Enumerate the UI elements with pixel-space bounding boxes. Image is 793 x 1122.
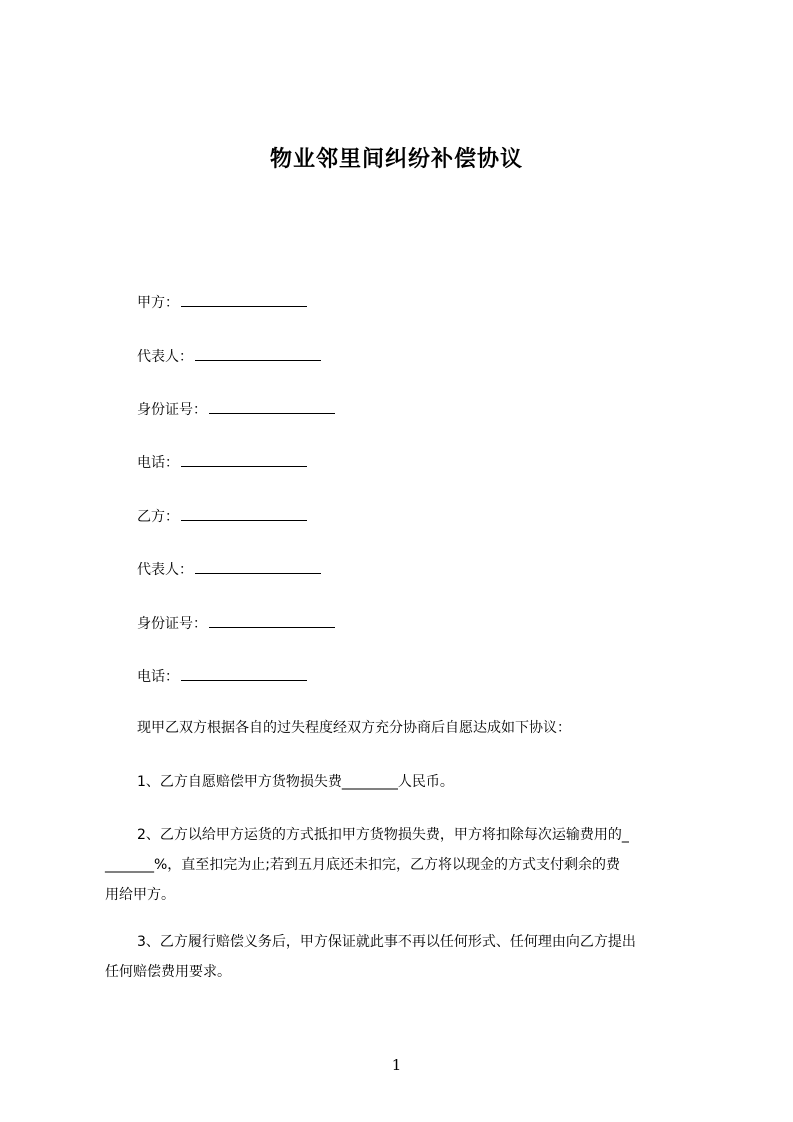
party-b-id-label: 身份证号： bbox=[137, 616, 207, 632]
party-b-id-field bbox=[137, 613, 335, 634]
party-a-rep-field bbox=[137, 346, 321, 367]
party-b-rep-field bbox=[137, 559, 321, 580]
party-b-phone-blank bbox=[181, 666, 307, 681]
party-b-name-label: 乙方： bbox=[137, 509, 179, 525]
party-b-id-blank bbox=[209, 613, 335, 628]
party-b-phone-label: 电话： bbox=[137, 669, 179, 685]
party-b-rep-label: 代表人： bbox=[137, 562, 193, 578]
clause-2-line-3: 用给甲方。 bbox=[105, 887, 175, 903]
party-a-phone-field bbox=[137, 452, 307, 473]
intro-paragraph: 现甲乙双方根据各自的过失程度经双方充分协商后自愿达成如下协议： bbox=[137, 720, 571, 736]
document-title: 物业邻里间纠纷补偿协议 bbox=[269, 147, 523, 172]
party-b-rep-blank bbox=[195, 559, 321, 574]
party-a-phone-blank bbox=[181, 452, 307, 467]
party-a-rep-label: 代表人： bbox=[137, 349, 193, 365]
clause-3-line-2: 任何赔偿费用要求。 bbox=[105, 964, 231, 980]
party-a-name-label: 甲方： bbox=[137, 295, 179, 311]
party-b-name-blank bbox=[181, 506, 307, 521]
party-a-rep-blank bbox=[195, 346, 321, 361]
party-a-name-blank bbox=[181, 292, 307, 307]
party-a-id-field bbox=[137, 399, 335, 420]
party-a-id-label: 身份证号： bbox=[137, 402, 207, 418]
clause-2-line-1: 2、乙方以给甲方运货的方式抵扣甲方货物损失费，甲方将扣除每次运输费用的_ bbox=[137, 827, 629, 843]
clause-2-line-2: _______%，直至扣完为止;若到五月底还未扣完，乙方将以现金的方式支付剩余的费 bbox=[105, 857, 621, 873]
clause-3-line-1: 3、乙方履行赔偿义务后，甲方保证就此事不再以任何形式、任何理由向乙方提出 bbox=[137, 934, 636, 950]
party-a-id-blank bbox=[209, 399, 335, 414]
party-a-phone-label: 电话： bbox=[137, 455, 179, 471]
party-a-name-field bbox=[137, 292, 307, 313]
party-b-name-field bbox=[137, 506, 307, 527]
party-b-phone-field bbox=[137, 666, 307, 687]
clause-1: 1、乙方自愿赔偿甲方货物损失费________人民币。 bbox=[137, 774, 454, 790]
page-number: 1 bbox=[391, 1056, 402, 1074]
